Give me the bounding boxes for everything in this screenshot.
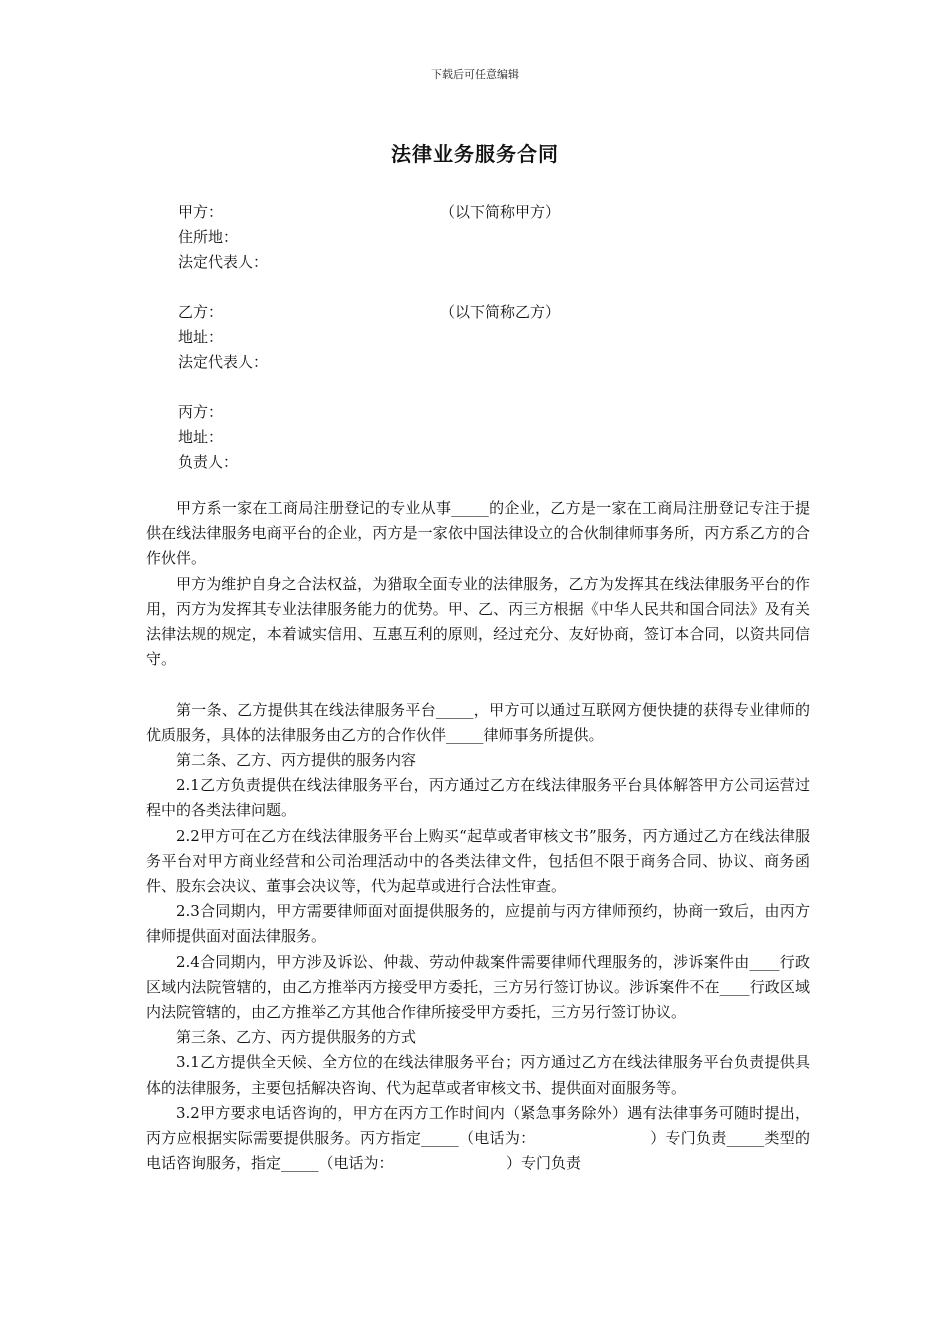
party-b-rep: 法定代表人： bbox=[178, 353, 269, 371]
clause-2-3: 2.3合同期内，甲方需要律师面对面提供服务的，应提前与丙方律师预约，协商一致后，由丙方律师提供面对面法律服务。 bbox=[146, 902, 810, 946]
article-2-heading: 第二条、乙方、丙方提供的服务内容 bbox=[176, 751, 417, 770]
clause-2-2: 2.2甲方可在乙方在线法律服务平台上购买“起草或者审核文书”服务，丙方通过乙方在线法律服务平台对甲方商业经营和公司治理活动中的各类法律文件，包括但不限于商务合同、协议、商务函件、股东会决议、董事会决议等，代为起草或进行合法性审查。 bbox=[146, 826, 810, 896]
party-c-address: 地址： bbox=[178, 428, 224, 446]
article-3-heading: 第三条、乙方、丙方提供服务的方式 bbox=[176, 1028, 417, 1047]
party-a-aside: （以下简称甲方） bbox=[440, 203, 561, 221]
party-b-line bbox=[178, 300, 778, 325]
clause-2-4: 2.4合同期内，甲方涉及诉讼、仲裁、劳动仲裁案件需要律师代理服务的，涉诉案件由____行政区域内法院管辖的，由乙方推举丙方接受甲方委托，三方另行签订协议。涉诉案件不在____行政区域内法院管辖的，由乙方推举乙方其他合作律所接受甲方委托，三方另行签订协议。 bbox=[146, 952, 810, 1022]
party-b-address: 地址： bbox=[178, 328, 224, 346]
header-note: 下载后可任意编辑 bbox=[431, 68, 519, 81]
party-b-label: 乙方： bbox=[178, 303, 224, 321]
party-c-rep: 负责人： bbox=[178, 453, 239, 471]
clause-3-2: 3.2甲方要求电话咨询的，甲方在丙方工作时间内（紧急事务除外）遇有法律事务可随时提出，丙方应根据实际需要提供服务。丙方指定_____（电话为： ）专门负责_____类型的电话咨询服务，指定_____（电话为： ）专门负责 bbox=[146, 1103, 810, 1173]
article-1: 第一条、乙方提供其在线法律服务平台_____，甲方可以通过互联网方便快捷的获得专业律师的优质服务，具体的法律服务由乙方的合作伙伴_____律师事务所提供。 bbox=[146, 700, 810, 744]
party-a-rep: 法定代表人： bbox=[178, 253, 269, 271]
page-title: 法律业务服务合同 bbox=[391, 142, 559, 166]
clause-2-1: 2.1乙方负责提供在线法律服务平台，丙方通过乙方在线法律服务平台具体解答甲方公司运营过程中的各类法律问题。 bbox=[146, 776, 810, 820]
contract-body bbox=[146, 496, 810, 1176]
clause-3-1: 3.1乙方提供全天候、全方位的在线法律服务平台；丙方通过乙方在线法律服务平台负责提供具体的法律服务，主要包括解决咨询、代为起草或者审核文书、提供面对面服务等。 bbox=[146, 1053, 810, 1097]
party-a-label: 甲方： bbox=[178, 203, 224, 221]
parties-block bbox=[178, 200, 778, 475]
party-a-address: 住所地： bbox=[178, 228, 239, 246]
party-c-label: 丙方： bbox=[178, 403, 224, 421]
paragraph-purpose: 甲方为维护自身之合法权益，为猎取全面专业的法律服务，乙方为发挥其在线法律服务平台的作用，丙方为发挥其专业法律服务能力的优势。甲、乙、丙三方根据《中华人民共和国合同法》及有关法律法规的规定，本着诚实信用、互惠互利的原则，经过充分、友好协商，签订本合同，以资共同信守。 bbox=[146, 574, 810, 669]
party-b-aside: （以下简称乙方） bbox=[440, 303, 561, 321]
party-a-line bbox=[178, 200, 778, 225]
paragraph-intro: 甲方系一家在工商局注册登记的专业从事_____的企业，乙方是一家在工商局注册登记专注于提供在线法律服务电商平台的企业，丙方是一家依中国法律设立的合伙制律师事务所，丙方系乙方的合作伙伴。 bbox=[146, 499, 810, 568]
